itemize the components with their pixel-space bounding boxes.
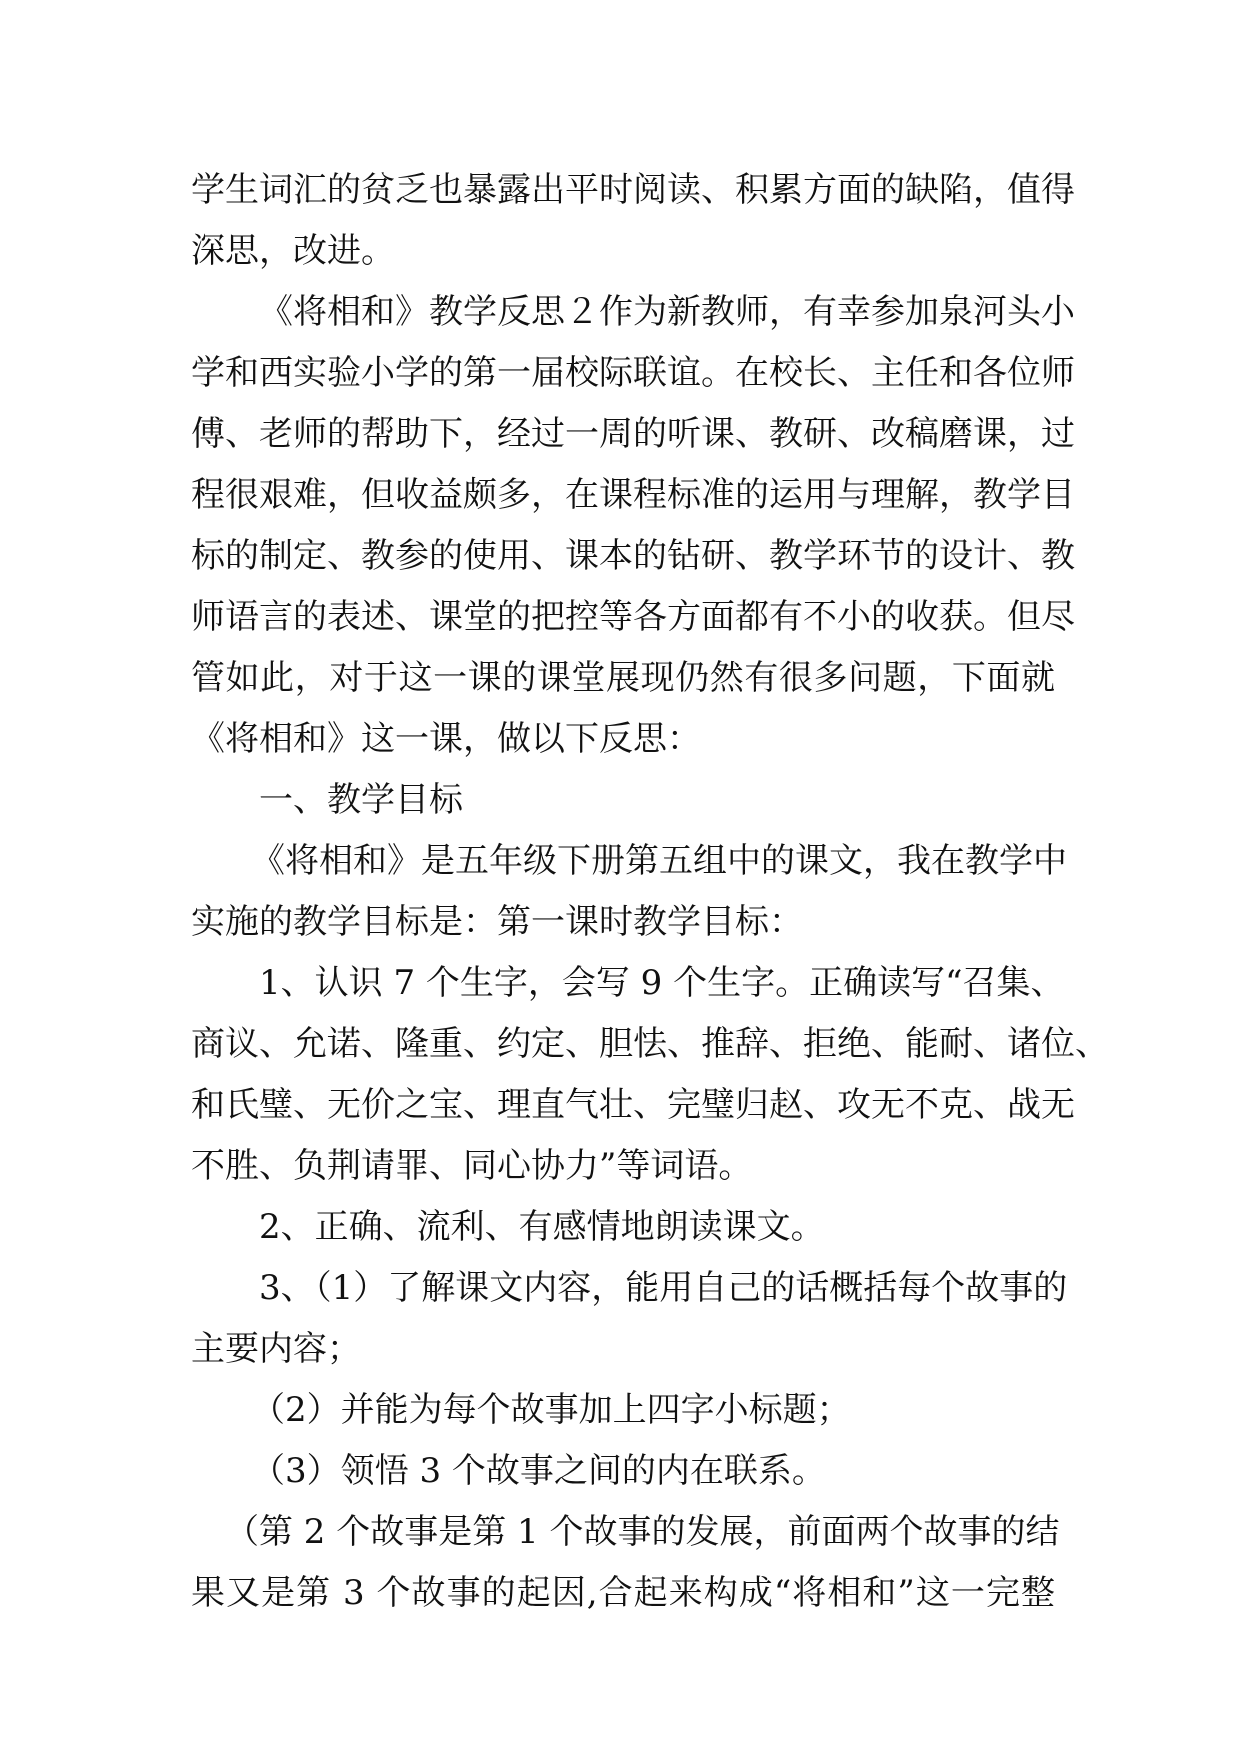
- text-line: 程很艰难，但收益颇多，在课程标准的运用与理解，教学目: [191, 475, 1075, 515]
- text-line: （第 2 个故事是第 1 个故事的发展，前面两个故事的结: [225, 1512, 1060, 1552]
- text-line: 傅、老师的帮助下，经过一周的听课、教研、改稿磨课，过: [191, 414, 1075, 454]
- text-line: 学生词汇的贫乏也暴露出平时阅读、积累方面的缺陷，值得: [191, 170, 1075, 210]
- text-line: 3、（1）了解课文内容，能用自己的话概括每个故事的: [259, 1268, 1068, 1308]
- text-line: 《将相和》是五年级下册第五组中的课文，我在教学中: [251, 841, 1067, 881]
- text-line: 2、正确、流利、有感情地朗读课文。: [259, 1207, 825, 1247]
- text-line: 果又是第 3 个故事的起因,合起来构成“将相和”这一完整: [191, 1573, 1055, 1613]
- document-body: [191, 160, 1109, 1624]
- text-line: 《将相和》教学反思２作为新教师，有幸参加泉河头小: [259, 292, 1075, 332]
- text-line: （3）领悟 3 个故事之间的内在联系。: [251, 1451, 826, 1491]
- text-line: 实施的教学目标是：第一课时教学目标：: [191, 902, 803, 942]
- section-heading: 一、教学目标: [259, 780, 463, 820]
- text-line: 不胜、负荆请罪、同心协力”等词语。: [191, 1146, 753, 1186]
- text-line: （2）并能为每个故事加上四字小标题；: [251, 1390, 851, 1430]
- text-line: 师语言的表述、课堂的把控等各方面都有不小的收获。但尽: [191, 597, 1075, 637]
- text-line: 和氏璧、无价之宝、理直气壮、完璧归赵、攻无不克、战无: [191, 1085, 1075, 1125]
- text-line: 深思，改进。: [191, 231, 395, 271]
- text-line: 管如此，对于这一课的课堂展现仍然有很多问题，下面就: [191, 658, 1055, 698]
- text-line: 1、认识 7 个生字，会写 9 个生字。正确读写“召集、: [259, 963, 1065, 1003]
- text-line: 主要内容；: [191, 1329, 361, 1369]
- text-line: 学和西实验小学的第一届校际联谊。在校长、主任和各位师: [191, 353, 1075, 393]
- text-line: 标的制定、教参的使用、课本的钻研、教学环节的设计、教: [191, 536, 1075, 576]
- text-line: 《将相和》这一课，做以下反思：: [191, 719, 701, 759]
- text-line: 商议、允诺、隆重、约定、胆怯、推辞、拒绝、能耐、诸位、: [191, 1024, 1109, 1064]
